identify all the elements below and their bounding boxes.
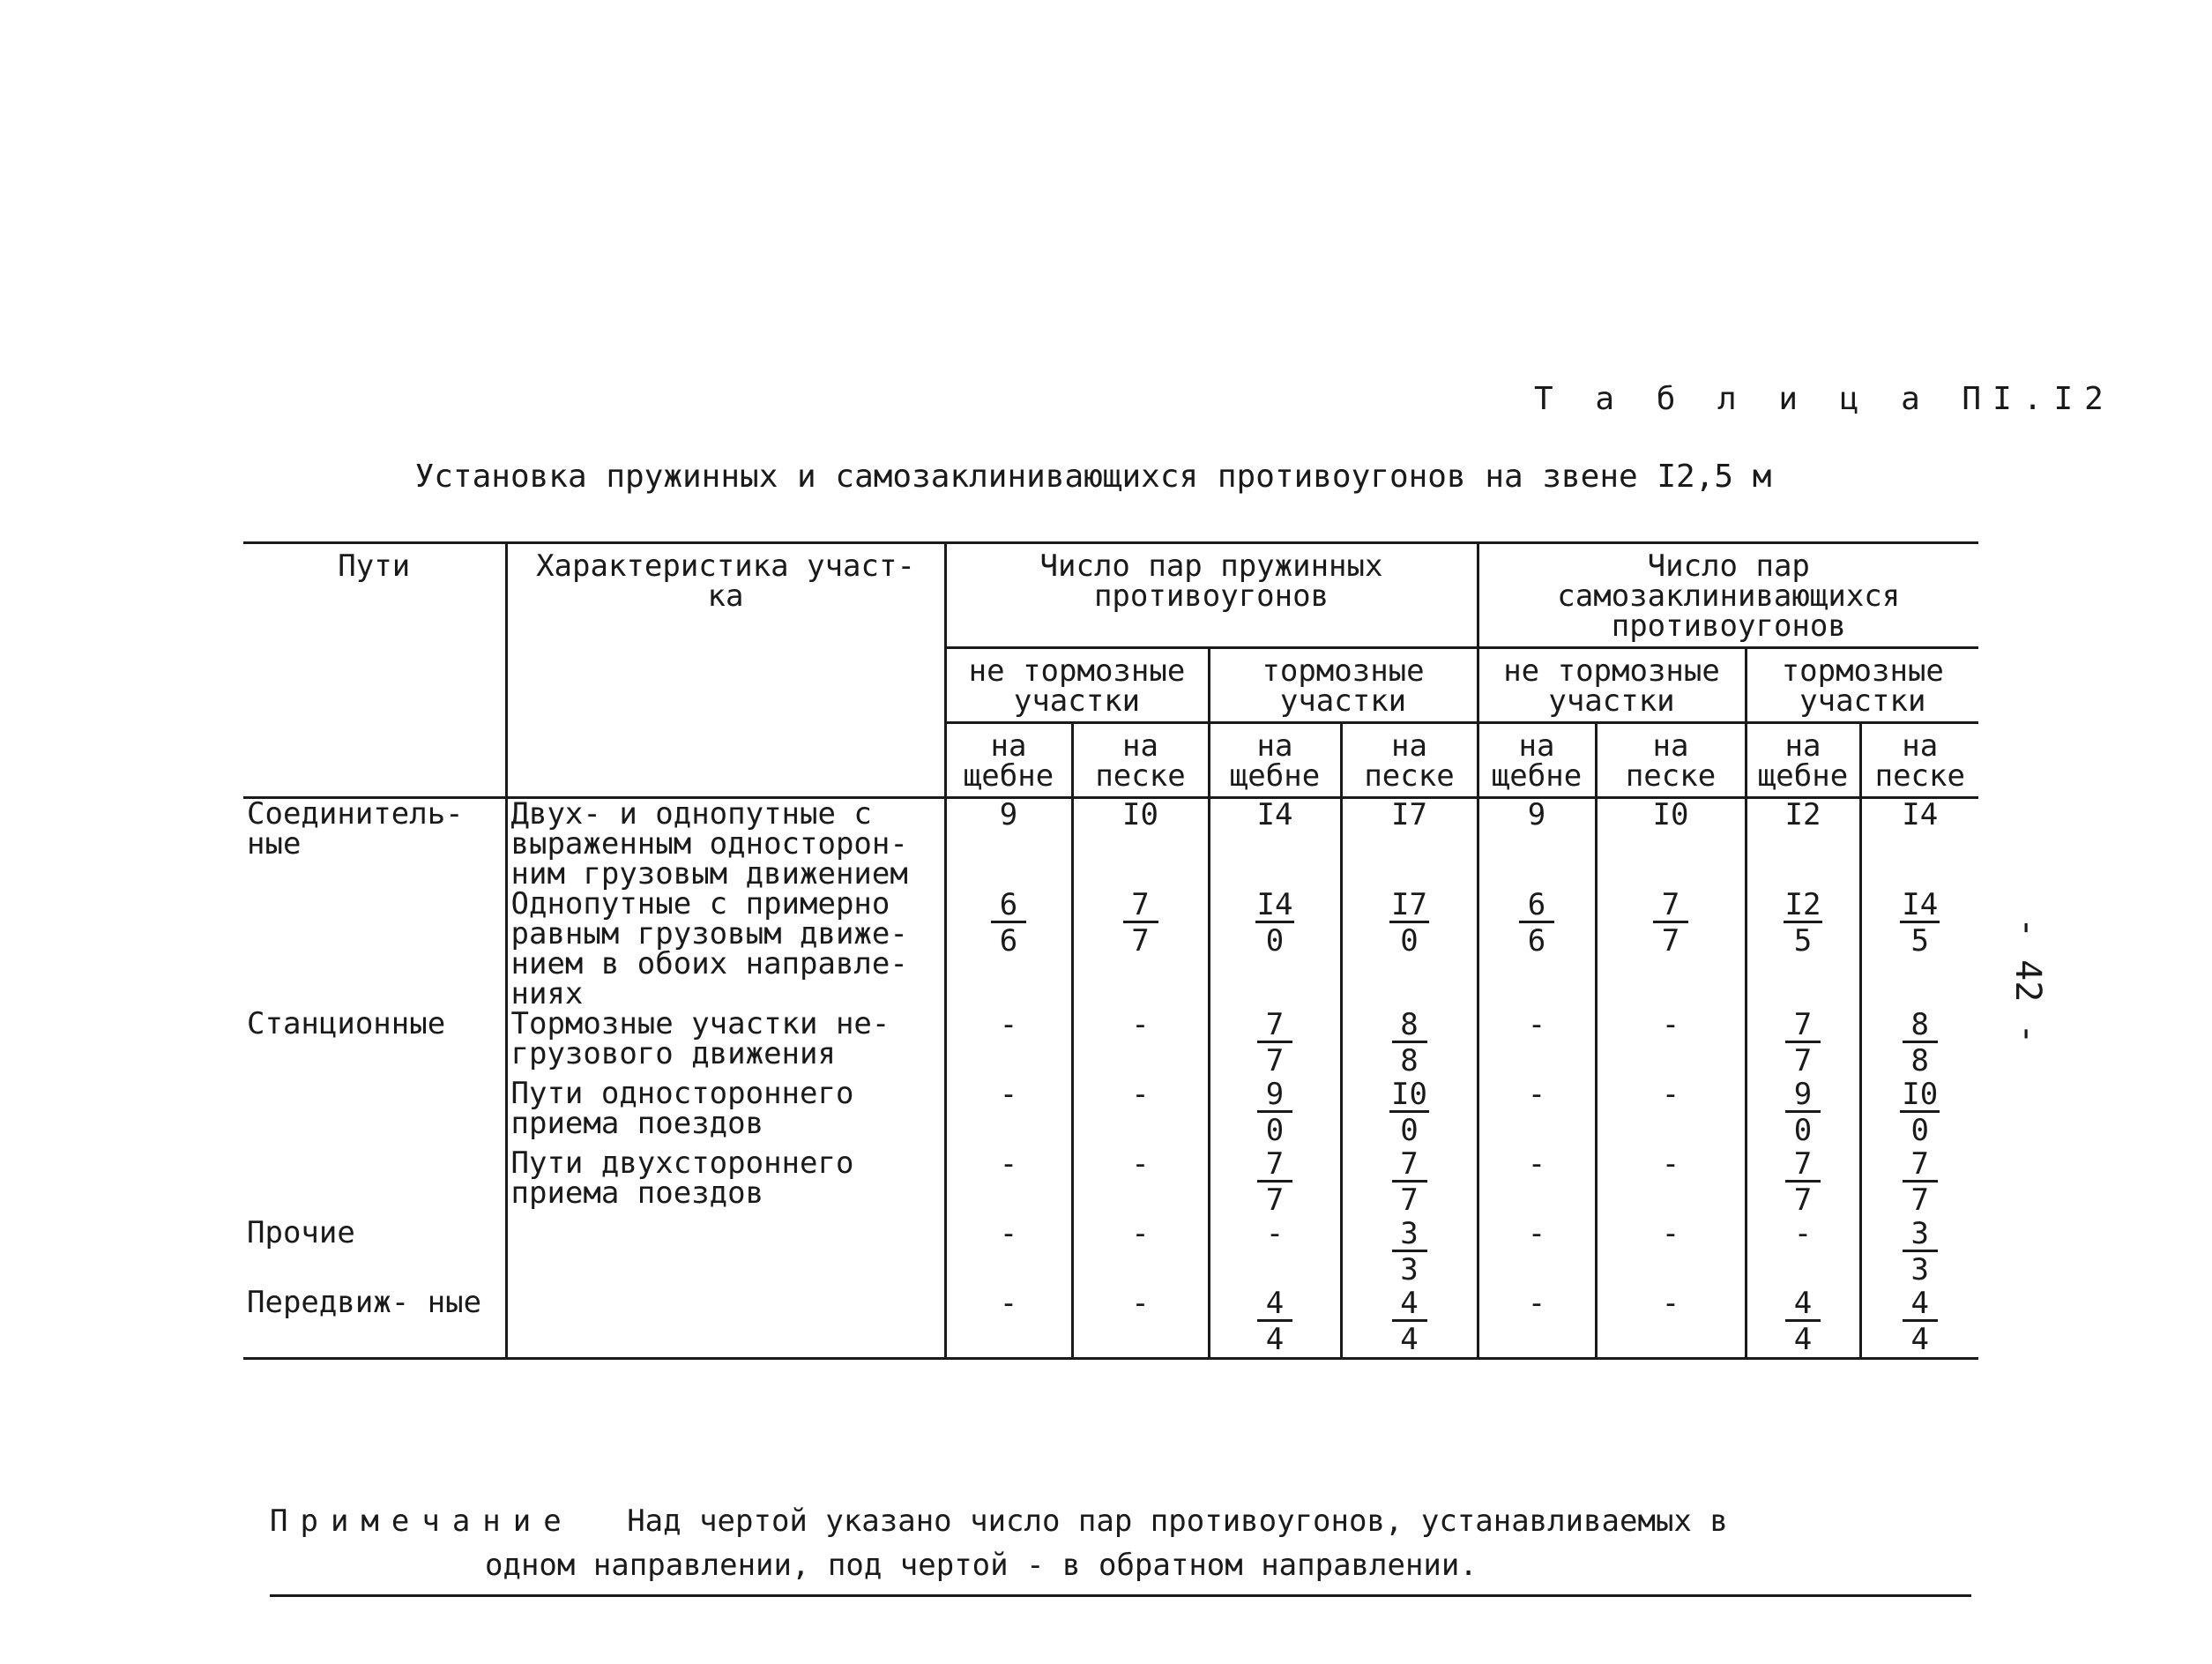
fraction-numerator: 4 bbox=[1257, 1287, 1292, 1322]
value-cell bbox=[1746, 1078, 1860, 1148]
plain-value: - bbox=[1793, 1216, 1813, 1251]
fraction-denominator: 8 bbox=[1400, 1043, 1419, 1078]
fraction-denominator: 7 bbox=[1793, 1043, 1813, 1078]
row-path bbox=[243, 889, 506, 1009]
value-cell bbox=[1860, 1218, 1978, 1287]
value-cell bbox=[1860, 1009, 1978, 1078]
fraction-value bbox=[1389, 1078, 1429, 1148]
value-cell bbox=[1746, 1009, 1860, 1078]
fraction-denominator: 0 bbox=[1265, 923, 1285, 959]
value-cell bbox=[1860, 1287, 1978, 1359]
header-gravel: на щебне bbox=[1209, 723, 1341, 798]
table-row bbox=[243, 1218, 1978, 1287]
value-cell bbox=[1478, 1078, 1596, 1148]
fraction-value bbox=[991, 889, 1026, 959]
value-cell bbox=[1596, 1218, 1746, 1287]
plain-value: - bbox=[1527, 1216, 1546, 1251]
fraction-numerator: 7 bbox=[1653, 889, 1688, 923]
value-cell bbox=[1341, 889, 1478, 1009]
fraction-value bbox=[1784, 889, 1823, 959]
fraction-denominator: 5 bbox=[1793, 923, 1813, 959]
row-characteristic: Пути двухстороннего приема поездов bbox=[506, 1148, 945, 1218]
fraction-denominator: 4 bbox=[1793, 1322, 1813, 1357]
value-cell bbox=[1341, 1148, 1478, 1218]
fraction-value bbox=[1785, 1009, 1821, 1078]
fraction-numerator: 9 bbox=[1257, 1078, 1292, 1113]
value-cell bbox=[1860, 798, 1978, 890]
header-sand: на песке bbox=[1341, 723, 1478, 798]
row-path bbox=[243, 1078, 506, 1148]
fraction-value bbox=[1392, 1287, 1427, 1357]
header-gravel: на щебне bbox=[945, 723, 1072, 798]
plain-value: - bbox=[1131, 1216, 1150, 1251]
fraction-denominator: 0 bbox=[1793, 1113, 1813, 1148]
row-characteristic bbox=[506, 1218, 945, 1287]
value-cell bbox=[1596, 1009, 1746, 1078]
fraction-numerator: 8 bbox=[1903, 1009, 1938, 1043]
value-cell bbox=[1478, 798, 1596, 890]
fraction-numerator: I4 bbox=[1902, 887, 1939, 922]
value-cell bbox=[1596, 889, 1746, 1009]
fraction-numerator: 8 bbox=[1392, 1009, 1427, 1043]
header-spring-anticreepers: Число пар пружинных противоугонов bbox=[945, 543, 1478, 648]
fraction-denominator: 7 bbox=[1265, 1043, 1285, 1078]
value-cell bbox=[1478, 889, 1596, 1009]
fraction-value bbox=[1519, 889, 1554, 959]
plain-value: - bbox=[1527, 1077, 1546, 1112]
value-cell bbox=[1072, 889, 1209, 1009]
value-cell bbox=[1341, 1009, 1478, 1078]
value-cell bbox=[945, 1287, 1072, 1359]
value-cell bbox=[1478, 1287, 1596, 1359]
plain-value: - bbox=[1661, 1146, 1680, 1182]
plain-value: - bbox=[999, 1286, 1018, 1321]
plain-value: - bbox=[999, 1007, 1018, 1042]
header-self-brake: тормозные участки bbox=[1746, 648, 1978, 723]
value-cell bbox=[1860, 889, 1978, 1009]
fraction-value bbox=[1903, 1218, 1938, 1287]
fraction-denominator: 6 bbox=[999, 923, 1018, 959]
table-title: Установка пружинных и самозаклинивающихся противоугонов на звене I2,5 м bbox=[414, 459, 1772, 495]
value-cell bbox=[1072, 1078, 1209, 1148]
fraction-value bbox=[1392, 1148, 1427, 1218]
value-cell bbox=[1596, 1078, 1746, 1148]
plain-value: - bbox=[1527, 1007, 1546, 1042]
fraction-value bbox=[1392, 1009, 1427, 1078]
value-cell bbox=[945, 1009, 1072, 1078]
value-cell bbox=[945, 1148, 1072, 1218]
table-body bbox=[243, 798, 1978, 1359]
fraction-denominator: 6 bbox=[1527, 923, 1546, 959]
plain-value: 9 bbox=[1527, 797, 1546, 832]
header-sand: на песке bbox=[1596, 723, 1746, 798]
row-characteristic: Двух- и однопутные с выраженным односторон- ним грузовым движением bbox=[506, 798, 945, 890]
fraction-value bbox=[1785, 1148, 1821, 1218]
fraction-value bbox=[1785, 1078, 1821, 1148]
value-cell bbox=[945, 1218, 1072, 1287]
fraction-denominator: 0 bbox=[1910, 1113, 1930, 1148]
fraction-numerator: I4 bbox=[1256, 887, 1293, 922]
value-cell bbox=[1746, 1287, 1860, 1359]
value-cell bbox=[945, 1078, 1072, 1148]
fraction-numerator: 7 bbox=[1123, 889, 1158, 923]
fraction-numerator: 6 bbox=[1519, 889, 1554, 923]
table-row bbox=[243, 1148, 1978, 1218]
fraction-numerator: I2 bbox=[1784, 887, 1821, 922]
fraction-denominator: 7 bbox=[1910, 1183, 1929, 1218]
header-spring-brake: тормозные участки bbox=[1209, 648, 1478, 723]
value-cell bbox=[1209, 889, 1341, 1009]
value-cell bbox=[1746, 889, 1860, 1009]
value-cell bbox=[1209, 1218, 1341, 1287]
fraction-numerator: 9 bbox=[1785, 1078, 1821, 1113]
plain-value: - bbox=[1131, 1286, 1150, 1321]
value-cell bbox=[1209, 1287, 1341, 1359]
row-path: Передвиж- ные bbox=[243, 1287, 506, 1359]
value-cell bbox=[1072, 1148, 1209, 1218]
fraction-denominator: 3 bbox=[1910, 1252, 1929, 1287]
plain-value: - bbox=[999, 1216, 1018, 1251]
row-characteristic: Однопутные с примерно равным грузовым движе- нием в обоих направле- ниях bbox=[506, 889, 945, 1009]
fraction-denominator: 3 bbox=[1400, 1252, 1419, 1287]
plain-value: - bbox=[1131, 1077, 1150, 1112]
table-row bbox=[243, 889, 1978, 1009]
fraction-denominator: 7 bbox=[1131, 923, 1150, 959]
plain-value: - bbox=[1661, 1077, 1680, 1112]
fraction-denominator: 0 bbox=[1265, 1113, 1285, 1148]
plain-value: I0 bbox=[1122, 797, 1158, 832]
fraction-numerator: 4 bbox=[1903, 1287, 1938, 1322]
fraction-numerator: 7 bbox=[1392, 1148, 1427, 1183]
fraction-value bbox=[1389, 889, 1429, 959]
header-sand: на песке bbox=[1860, 723, 1978, 798]
fraction-numerator: I0 bbox=[1391, 1077, 1427, 1112]
header-gravel: на щебне bbox=[1478, 723, 1596, 798]
header-characteristic: Характеристика участ- ка bbox=[506, 543, 945, 798]
fraction-value bbox=[1257, 1078, 1292, 1148]
plain-value: I7 bbox=[1391, 797, 1427, 832]
fraction-value bbox=[1123, 889, 1158, 959]
plain-value: - bbox=[1131, 1007, 1150, 1042]
table-row bbox=[243, 798, 1978, 890]
page-number: - 42 - bbox=[2007, 917, 2048, 1045]
fraction-denominator: 7 bbox=[1400, 1183, 1419, 1218]
note-line-2: одном направлении, под чертой - в обратном направлении. bbox=[485, 1548, 1478, 1583]
value-cell bbox=[1596, 1148, 1746, 1218]
row-characteristic: Пути одностороннего приема поездов bbox=[506, 1078, 945, 1148]
plain-value: - bbox=[1661, 1007, 1680, 1042]
fraction-denominator: 7 bbox=[1661, 923, 1680, 959]
fraction-numerator: 7 bbox=[1785, 1009, 1821, 1043]
plain-value: - bbox=[1661, 1216, 1680, 1251]
value-cell bbox=[1596, 1287, 1746, 1359]
fraction-numerator: 6 bbox=[991, 889, 1026, 923]
fraction-numerator: 4 bbox=[1785, 1287, 1821, 1322]
plain-value: - bbox=[1527, 1146, 1546, 1182]
fraction-numerator: 7 bbox=[1257, 1148, 1292, 1183]
value-cell bbox=[1478, 1009, 1596, 1078]
table-label: Т а б л и ц а ПI.I2 bbox=[1534, 381, 2115, 417]
value-cell bbox=[1072, 1009, 1209, 1078]
plain-value: - bbox=[999, 1077, 1018, 1112]
fraction-value bbox=[1900, 1078, 1940, 1148]
value-cell bbox=[1860, 1148, 1978, 1218]
fraction-denominator: 0 bbox=[1400, 923, 1419, 959]
plain-value: I4 bbox=[1902, 797, 1939, 832]
value-cell bbox=[1209, 1148, 1341, 1218]
value-cell bbox=[945, 889, 1072, 1009]
fraction-denominator: 5 bbox=[1910, 923, 1930, 959]
row-path: Станционные bbox=[243, 1009, 506, 1078]
fraction-numerator: 3 bbox=[1903, 1218, 1938, 1252]
fraction-value bbox=[1900, 889, 1940, 959]
value-cell bbox=[1341, 1078, 1478, 1148]
value-cell bbox=[1209, 798, 1341, 890]
note-label: Примечание bbox=[270, 1504, 574, 1539]
row-path bbox=[243, 1148, 506, 1218]
plain-value: I4 bbox=[1256, 797, 1293, 832]
fraction-denominator: 4 bbox=[1265, 1322, 1285, 1357]
fraction-value bbox=[1392, 1218, 1427, 1287]
fraction-value bbox=[1785, 1287, 1821, 1357]
fraction-denominator: 4 bbox=[1400, 1322, 1419, 1357]
value-cell bbox=[1746, 1148, 1860, 1218]
header-self-non-brake: не тормозные участки bbox=[1478, 648, 1746, 723]
table-note bbox=[270, 1499, 1971, 1597]
note-line-1: Над чертой указано число пар противоугонов, устанавливаемых в bbox=[627, 1504, 1728, 1539]
table-row bbox=[243, 1009, 1978, 1078]
value-cell bbox=[1478, 1218, 1596, 1287]
fraction-denominator: 4 bbox=[1910, 1322, 1929, 1357]
value-cell bbox=[1209, 1078, 1341, 1148]
fraction-numerator: 7 bbox=[1785, 1148, 1821, 1183]
fraction-value bbox=[1257, 1148, 1292, 1218]
row-characteristic bbox=[506, 1287, 945, 1359]
fraction-denominator: 7 bbox=[1793, 1183, 1813, 1218]
value-cell bbox=[1478, 1148, 1596, 1218]
fraction-value bbox=[1257, 1009, 1292, 1078]
header-paths: Пути bbox=[243, 543, 506, 798]
fraction-value bbox=[1257, 1287, 1292, 1357]
fraction-numerator: 3 bbox=[1392, 1218, 1427, 1252]
value-cell bbox=[1860, 1078, 1978, 1148]
fraction-numerator: 4 bbox=[1392, 1287, 1427, 1322]
fraction-numerator: 7 bbox=[1903, 1148, 1938, 1183]
value-cell bbox=[1746, 1218, 1860, 1287]
plain-value: - bbox=[1265, 1216, 1285, 1251]
fraction-numerator: 7 bbox=[1257, 1009, 1292, 1043]
anti-creeper-table bbox=[243, 541, 1978, 1360]
value-cell bbox=[1341, 1287, 1478, 1359]
fraction-value bbox=[1903, 1148, 1938, 1218]
header-spring-non-brake: не тормозные участки bbox=[945, 648, 1209, 723]
fraction-value bbox=[1653, 889, 1688, 959]
fraction-denominator: 7 bbox=[1265, 1183, 1285, 1218]
value-cell bbox=[1341, 1218, 1478, 1287]
plain-value: I2 bbox=[1784, 797, 1821, 832]
plain-value: 9 bbox=[999, 797, 1018, 832]
table-row bbox=[243, 1287, 1978, 1359]
header-gravel: на щебне bbox=[1746, 723, 1860, 798]
plain-value: - bbox=[1131, 1146, 1150, 1182]
value-cell bbox=[1746, 798, 1860, 890]
row-path: Соединитель- ные bbox=[243, 798, 506, 890]
value-cell bbox=[945, 798, 1072, 890]
header-sand: на песке bbox=[1072, 723, 1209, 798]
fraction-value bbox=[1903, 1009, 1938, 1078]
plain-value: I0 bbox=[1652, 797, 1689, 832]
plain-value: - bbox=[1661, 1286, 1680, 1321]
fraction-denominator: 0 bbox=[1400, 1113, 1419, 1148]
value-cell bbox=[1072, 1287, 1209, 1359]
value-cell bbox=[1209, 1009, 1341, 1078]
row-path: Прочие bbox=[243, 1218, 506, 1287]
value-cell bbox=[1072, 1218, 1209, 1287]
plain-value: - bbox=[1527, 1286, 1546, 1321]
fraction-numerator: I0 bbox=[1902, 1077, 1939, 1112]
row-characteristic: Тормозные участки не- грузового движения bbox=[506, 1009, 945, 1078]
value-cell bbox=[1596, 798, 1746, 890]
fraction-value bbox=[1255, 889, 1295, 959]
fraction-numerator: I7 bbox=[1391, 887, 1427, 922]
fraction-denominator: 8 bbox=[1910, 1043, 1929, 1078]
table-row bbox=[243, 1078, 1978, 1148]
header-self-locking-anticreepers: Число пар самозаклинивающихся противоугонов bbox=[1478, 543, 1978, 648]
value-cell bbox=[1341, 798, 1478, 890]
fraction-value bbox=[1903, 1287, 1938, 1357]
plain-value: - bbox=[999, 1146, 1018, 1182]
value-cell bbox=[1072, 798, 1209, 890]
